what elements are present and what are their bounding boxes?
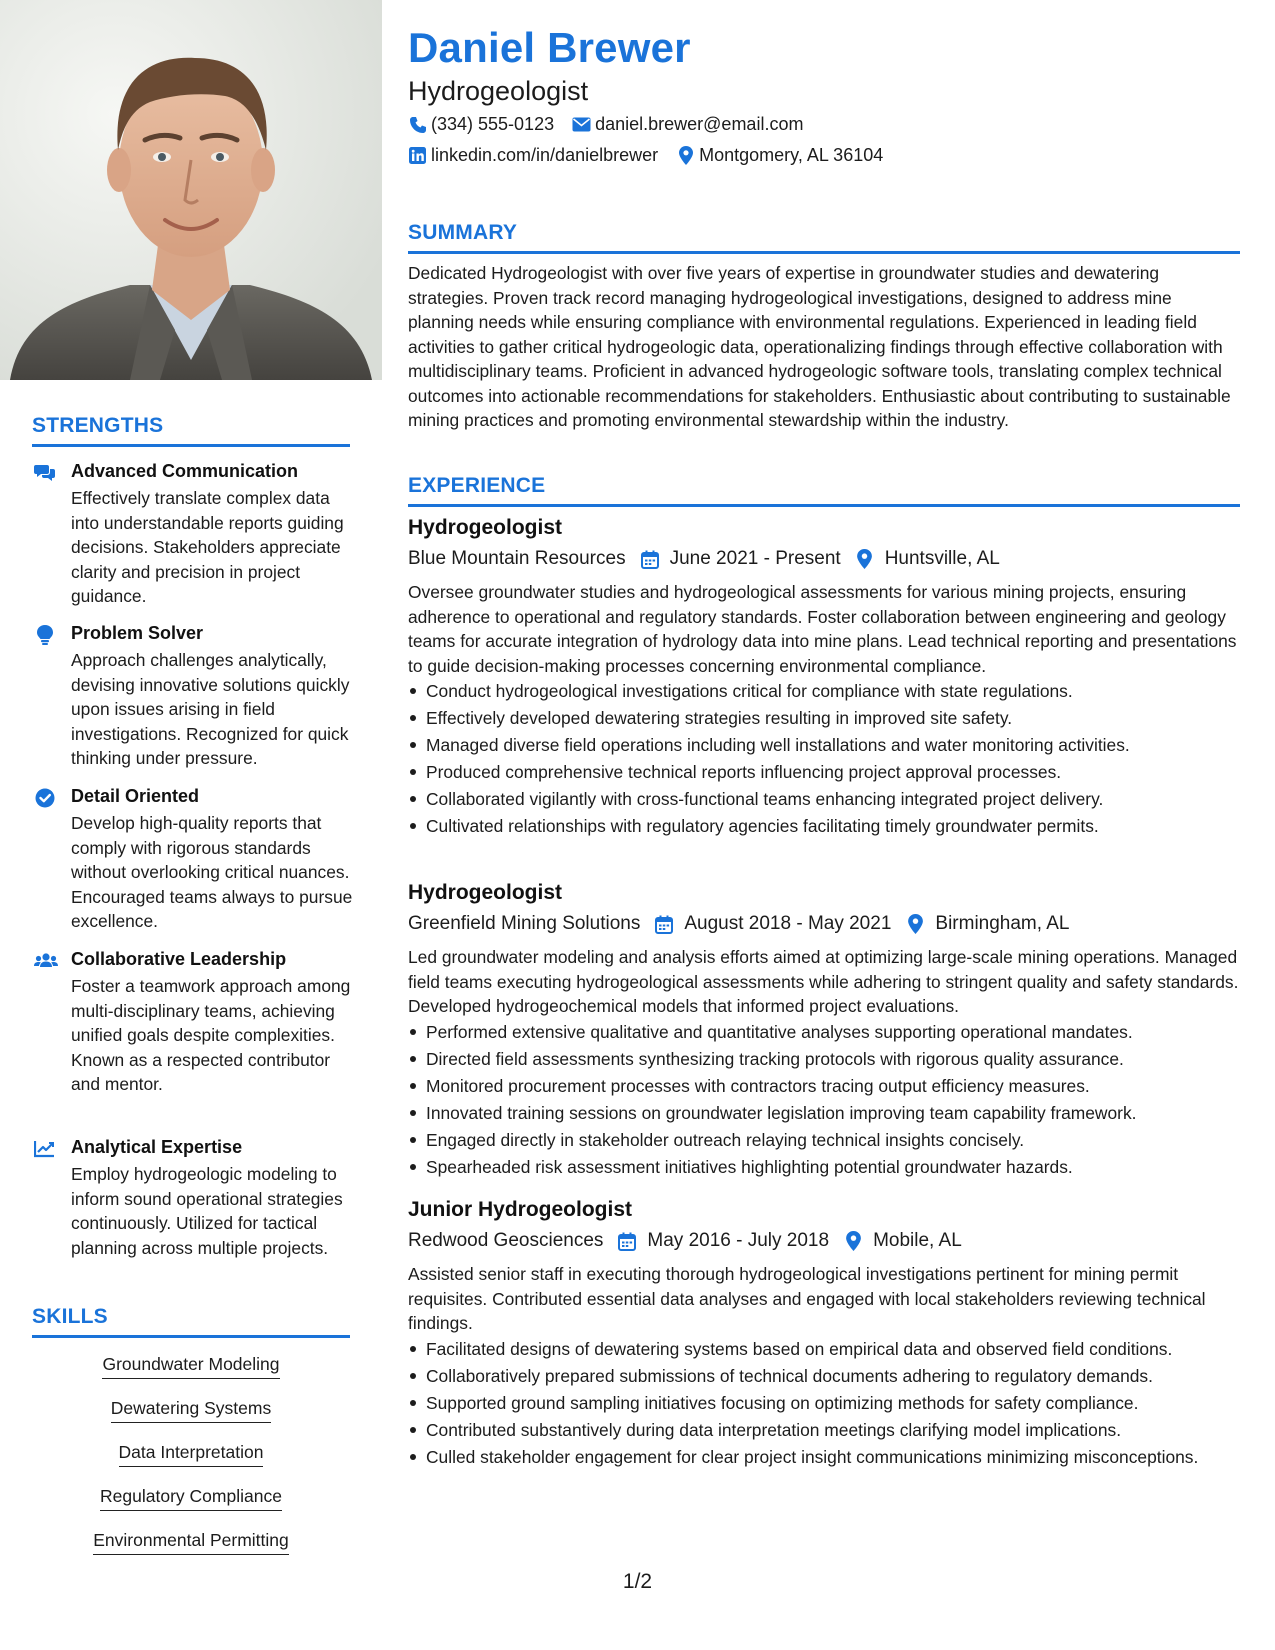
chart-line-icon bbox=[34, 1139, 56, 1159]
skill-item: Regulatory Compliance bbox=[100, 1484, 282, 1511]
sidebar bbox=[0, 0, 382, 1650]
strength-text: Employ hydrogeologic modeling to inform sound operational strategies continuously. Utilized for tactical planning across multiple projects. bbox=[71, 1164, 343, 1258]
calendar-icon bbox=[617, 1231, 637, 1251]
strength-title: Collaborative Leadership bbox=[71, 949, 287, 969]
job-bullet: Spearheaded risk assessment initiatives highlighting potential groundwater hazards. bbox=[408, 1155, 1240, 1180]
map-pin-icon bbox=[855, 549, 875, 569]
check-circle-icon bbox=[34, 788, 56, 808]
skill-item: Environmental Permitting bbox=[93, 1528, 289, 1555]
strengths-heading: STRENGTHS bbox=[32, 414, 164, 437]
job-title: Junior Hydrogeologist bbox=[408, 1198, 633, 1221]
skills-rule bbox=[32, 1335, 350, 1338]
job-bullet: Contributed substantively during data interpretation meetings clarifying model implications. bbox=[408, 1418, 1240, 1443]
map-pin-icon bbox=[905, 914, 925, 934]
strength-text: Develop high-quality reports that comply with rigorous standards without overlooking critical nuances. Encouraged teams always to pursue excellence. bbox=[71, 813, 353, 931]
job-bullet: Monitored procurement processes with contractors tracing output efficiency measures. bbox=[408, 1074, 1240, 1099]
linkedin-contact[interactable] bbox=[408, 145, 658, 166]
phone-icon bbox=[408, 115, 427, 134]
job-description: Assisted senior staff in executing thorough hydrogeological investigations pertinent for mining permit requisites. Contributed essential data analyses and engaged with local stakeholders reviewing technical findings. bbox=[408, 1264, 1206, 1333]
job-description: Led groundwater modeling and analysis efforts aimed at optimizing large-scale mining operations. Managed field teams executing hydrogeological assessments while adhering to stringent quality and safety standards. Developed hydrogeochemical models that informed project evaluations. bbox=[408, 947, 1239, 1016]
strengths-rule bbox=[32, 444, 350, 447]
job-bullet: Managed diverse field operations including well installations and water monitoring activities. bbox=[408, 733, 1240, 758]
job-bullet: Collaborated vigilantly with cross-functional teams enhancing integrated project delivery. bbox=[408, 787, 1240, 812]
job-bullet: Culled stakeholder engagement for clear project insight communications minimizing misconceptions. bbox=[408, 1445, 1240, 1470]
strength-title: Advanced Communication bbox=[71, 461, 299, 481]
contact-row bbox=[408, 145, 901, 166]
envelope-icon bbox=[572, 115, 591, 134]
job-dates: June 2021 - Present bbox=[669, 548, 841, 569]
job-entry bbox=[408, 514, 1240, 841]
job-company: Greenfield Mining Solutions bbox=[408, 913, 641, 934]
users-icon bbox=[34, 951, 56, 971]
strength-title: Problem Solver bbox=[71, 623, 204, 643]
calendar-icon bbox=[654, 914, 674, 934]
phone-contact[interactable] bbox=[408, 114, 554, 135]
candidate-name: Daniel Brewer bbox=[408, 24, 691, 71]
summary-rule bbox=[408, 251, 1240, 254]
strength-title: Analytical Expertise bbox=[71, 1137, 243, 1157]
map-pin-icon bbox=[843, 1231, 863, 1251]
job-title: Hydrogeologist bbox=[408, 516, 563, 539]
job-dates: May 2016 - July 2018 bbox=[647, 1230, 830, 1251]
job-company: Redwood Geosciences bbox=[408, 1230, 604, 1251]
location-contact bbox=[676, 145, 883, 166]
job-dates: August 2018 - May 2021 bbox=[684, 913, 892, 934]
job-bullet: Collaboratively prepared submissions of technical documents adhering to regulatory demands. bbox=[408, 1364, 1240, 1389]
job-bullet: Effectively developed dewatering strategies resulting in improved site safety. bbox=[408, 706, 1240, 731]
experience-rule bbox=[408, 504, 1240, 507]
skill-item: Data Interpretation bbox=[119, 1440, 264, 1467]
job-company: Blue Mountain Resources bbox=[408, 548, 626, 569]
job-location: Mobile, AL bbox=[873, 1230, 962, 1251]
job-entry bbox=[408, 1196, 1240, 1472]
strength-title: Detail Oriented bbox=[71, 786, 200, 806]
job-bullets bbox=[408, 1337, 1240, 1470]
job-bullet: Directed field assessments synthesizing tracking protocols with rigorous quality assurance. bbox=[408, 1047, 1240, 1072]
map-pin-icon bbox=[676, 146, 695, 165]
candidate-role: Hydrogeologist bbox=[408, 76, 589, 106]
job-meta bbox=[408, 911, 1240, 937]
skills-list bbox=[32, 1352, 350, 1572]
job-meta bbox=[408, 1228, 1240, 1254]
email-text: daniel.brewer@email.com bbox=[595, 114, 804, 134]
job-bullet: Cultivated relationships with regulatory agencies facilitating timely groundwater permits. bbox=[408, 814, 1240, 839]
location-text: Montgomery, AL 36104 bbox=[699, 145, 884, 165]
job-bullet: Produced comprehensive technical reports influencing project approval processes. bbox=[408, 760, 1240, 785]
job-title: Hydrogeologist bbox=[408, 881, 563, 904]
job-bullet: Supported ground sampling initiatives focusing on optimizing methods for safety compliance. bbox=[408, 1391, 1240, 1416]
experience-heading: EXPERIENCE bbox=[408, 474, 546, 497]
lightbulb-icon bbox=[34, 625, 56, 645]
calendar-icon bbox=[640, 549, 660, 569]
strength-text: Foster a teamwork approach among multi-disciplinary teams, achieving unified goals despite complexities. Known as a respected contributor and mentor. bbox=[71, 976, 351, 1094]
job-bullet: Innovated training sessions on groundwater legislation improving team capability framework. bbox=[408, 1101, 1240, 1126]
summary-text: Dedicated Hydrogeologist with over five years of expertise in groundwater studies and dewatering strategies. Proven track record managing hydrogeological investigations, designed to address mine planning needs while ensuring compliance with environmental regulations. Experienced in leading field activities to gather critical hydrogeologic data, operationalizing findings through effective collaboration with multidisciplinary teams. Proficient in advanced hydrogeologic software tools, translating complex technical outcomes into actionable recommendations for stakeholders. Enthusiastic about contributing to sustainable mining practices and promoting environmental stewardship within the industry. bbox=[408, 263, 1231, 430]
phone-text: (334) 555-0123 bbox=[431, 114, 555, 134]
linkedin-text: linkedin.com/in/danielbrewer bbox=[431, 145, 659, 165]
job-description: Oversee groundwater studies and hydrogeological assessments for various mining projects, ensuring adherence to operational and regulatory standards. Foster collaboration between engineering and geology teams for accurate integration of hydrology data into mine plans. Lead technical reporting and presentations to guide decision-making processes concerning environmental compliance. bbox=[408, 582, 1237, 676]
skill-item: Groundwater Modeling bbox=[102, 1352, 279, 1379]
page-number: 1/2 bbox=[622, 1570, 653, 1593]
strength-text: Effectively translate complex data into understandable reports guiding decisions. Stakeholders appreciate clarity and precision in project guidance. bbox=[71, 488, 344, 606]
job-location: Birmingham, AL bbox=[935, 913, 1070, 934]
strength-text: Approach challenges analytically, devising innovative solutions quickly upon issues arising in field investigations. Recognized for quick thinking under pressure. bbox=[71, 650, 350, 768]
linkedin-icon bbox=[408, 146, 427, 165]
skill-item: Dewatering Systems bbox=[111, 1396, 271, 1423]
job-bullets bbox=[408, 679, 1240, 839]
job-bullet: Performed extensive qualitative and quantitative analyses supporting operational mandates. bbox=[408, 1020, 1240, 1045]
job-bullet: Conduct hydrogeological investigations critical for compliance with state regulations. bbox=[408, 679, 1240, 704]
contact-row bbox=[408, 114, 821, 135]
comments-icon bbox=[34, 463, 56, 483]
job-location: Huntsville, AL bbox=[884, 548, 1000, 569]
job-bullet: Engaged directly in stakeholder outreach relaying technical insights concisely. bbox=[408, 1128, 1240, 1153]
job-bullet: Facilitated designs of dewatering systems based on empirical data and observed field conditions. bbox=[408, 1337, 1240, 1362]
job-entry bbox=[408, 879, 1240, 1182]
job-meta bbox=[408, 546, 1240, 572]
summary-heading: SUMMARY bbox=[408, 221, 518, 244]
skills-heading: SKILLS bbox=[32, 1305, 108, 1328]
email-contact[interactable] bbox=[572, 114, 803, 135]
profile-photo bbox=[0, 0, 382, 380]
job-bullets bbox=[408, 1020, 1240, 1180]
